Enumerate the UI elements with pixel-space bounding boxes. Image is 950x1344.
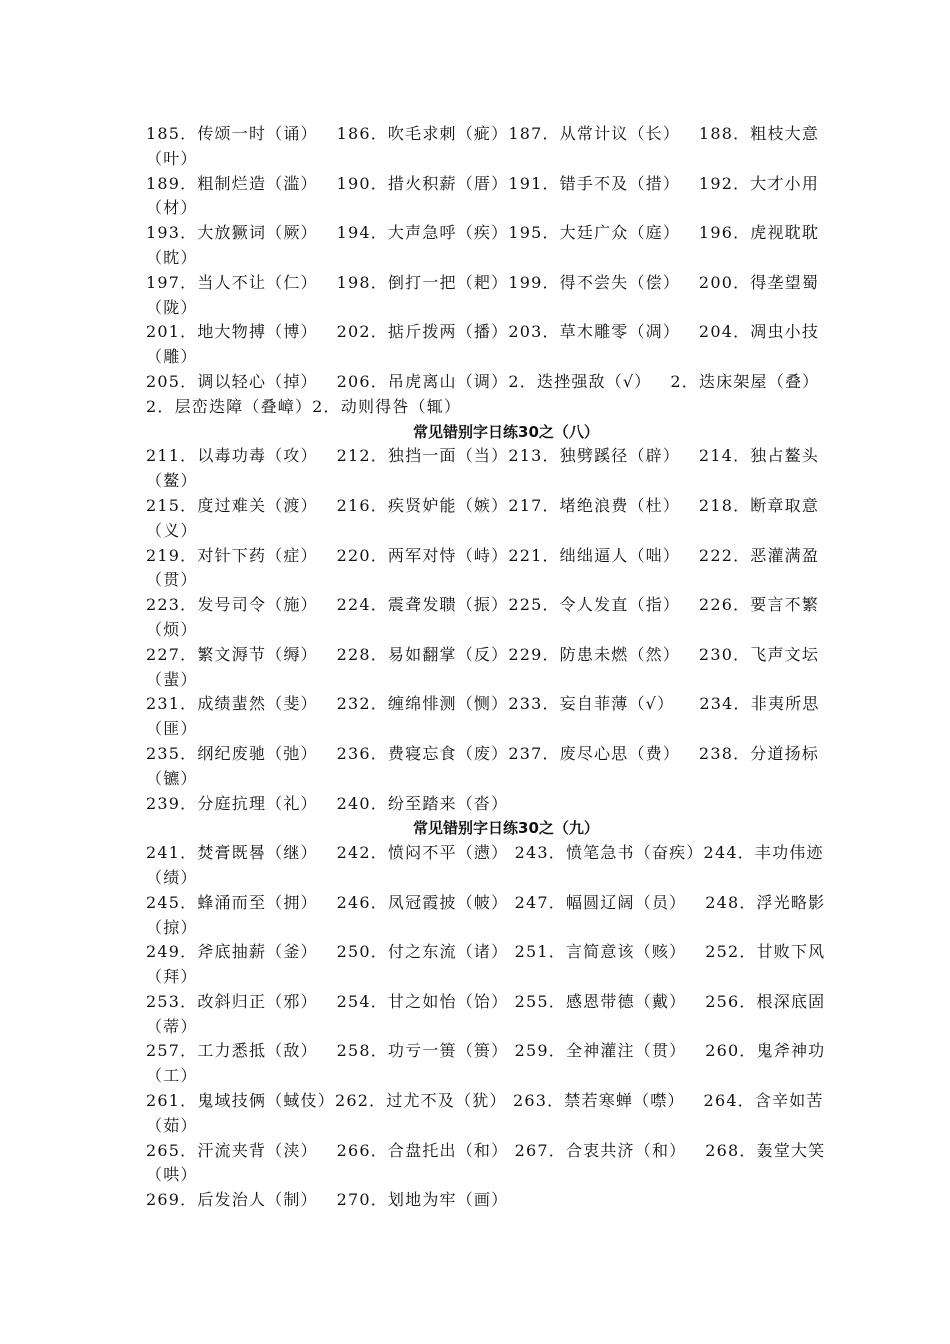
text-line: 205．调以轻心（掉） 206．吊虎离山（调）2．迭挫强敌（√） 2．迭床架屋（叠） (146, 371, 820, 391)
text-line: 197．当人不让（仁） 198．倒打一把（耙）199．得不尝失（偿） 200．得垄望蜀 (146, 272, 820, 292)
text-line: 189．粗制烂造（滥） 190．措火积薪（厝）191．错手不及（措） 192．大才小用 (146, 173, 820, 193)
text-line: 185．传颂一时（诵） 186．吹毛求刺（疵）187．从常计议（长） 188．粗枝大意 (146, 124, 820, 143)
text-line: 193．大放獗词（厥） 194．大声急呼（疾）195．大廷广众（庭） 196．虎视耽耽 (146, 223, 820, 243)
text-line: 201．地大物搏（博） 202．掂斤拨两（播）203．草木雕零（凋） 204．凋虫小技 (146, 322, 820, 342)
text-line: 2．层峦迭障（叠嶂）2．动则得咎（辄） (146, 396, 462, 416)
text-line: 261．鬼域技俩（蜮伎）262．过尤不及（犹） 263．禁若寒蝉（噤） 264．含辛如苦 (146, 1091, 824, 1111)
text-line: （贯） (146, 570, 198, 590)
text-line: 239．分庭抗理（礼） 240．纷至踏来（沓） (146, 793, 509, 813)
text-line: （材） (146, 198, 198, 218)
text-line: （眈） (146, 247, 198, 267)
text-line: 231．成绩蜚然（斐） 232．缠绵悱测（恻）233．妄自菲薄（√） 234．非夷所思 (146, 694, 820, 714)
text-line: （雕） (146, 347, 198, 367)
text-line: 245．蜂涌而至（拥） 246．凤冠霞披（帔） 247．幅圆辽阔（员） 248．浮光略影 (146, 892, 826, 912)
text-line: 253．改斜归正（邪） 254．甘之如怡（饴） 255．感恩带德（戴） 256．根深底固 (146, 991, 826, 1011)
text-line: （烦） (146, 619, 198, 639)
text-line: （拜） (146, 967, 198, 987)
text-line: （叶） (146, 148, 198, 168)
text-line: 241．焚膏既晷（继） 242．愤闷不平（懑） 243．愤笔急书（奋疾）244．丰功伟迹 (146, 843, 824, 863)
text-line: 219．对针下药（症） 220．两军对恃（峙）221．绌绌逼人（咄） 222．恶灌满盈 (146, 545, 820, 565)
text-line: （工） (146, 1066, 198, 1086)
text-line: （鳌） (146, 471, 198, 491)
text-line: （义） (146, 520, 198, 540)
text-line: （镳） (146, 768, 198, 788)
text-line: 215．度过难关（渡） 216．疾贤妒能（嫉）217．堵绝浪费（杜） 218．断章取意 (146, 495, 820, 515)
text-line: 269．后发治人（制） 270．划地为牢（画） (146, 1190, 509, 1210)
section-heading-9: 常见错别字日练30之（九） (413, 819, 599, 838)
section-heading-8: 常见错别字日练30之（八） (413, 422, 599, 441)
section-9-lines (146, 841, 826, 1213)
text-line: （哄） (146, 1165, 198, 1185)
text-line: （陇） (146, 297, 198, 317)
text-line: 249．斧底抽薪（釜） 250．付之东流（诸） 251．言简意该（赅） 252．甘败下风 (146, 942, 826, 962)
text-line: （绩） (146, 867, 198, 887)
text-line: 235．纲纪废驰（弛） 236．费寝忘食（废）237．废尽心思（费） 238．分道扬标 (146, 743, 820, 763)
text-line: 227．繁文溽节（缛） 228．易如翻掌（反）229．防患未燃（然） 230．飞声文坛 (146, 644, 820, 664)
text-line: （蜚） (146, 669, 198, 689)
text-line: （茹） (146, 1115, 198, 1135)
section-8-lines (146, 444, 826, 816)
text-line: （匪） (146, 719, 198, 739)
text-line: 223．发号司令（施） 224．震聋发聩（振）225．令人发直（指） 226．要言不繁 (146, 595, 820, 615)
text-body (146, 122, 826, 1213)
text-line: 211．以毒功毒（攻） 212．独挡一面（当）213．独劈蹊径（辟） 214．独占鳌头 (146, 446, 820, 466)
section-7-continued (146, 122, 826, 420)
text-line: 257．工力悉抵（敌） 258．功亏一篑（篑） 259．全神灌注（贯） 260．鬼斧神功 (146, 1041, 826, 1061)
text-line: （掠） (146, 917, 198, 937)
text-line: 265．汗流夹背（浃） 266．合盘托出（和） 267．合衷共济（和） 268．轰堂大笑 (146, 1140, 826, 1160)
text-line: （蒂） (146, 1016, 198, 1036)
